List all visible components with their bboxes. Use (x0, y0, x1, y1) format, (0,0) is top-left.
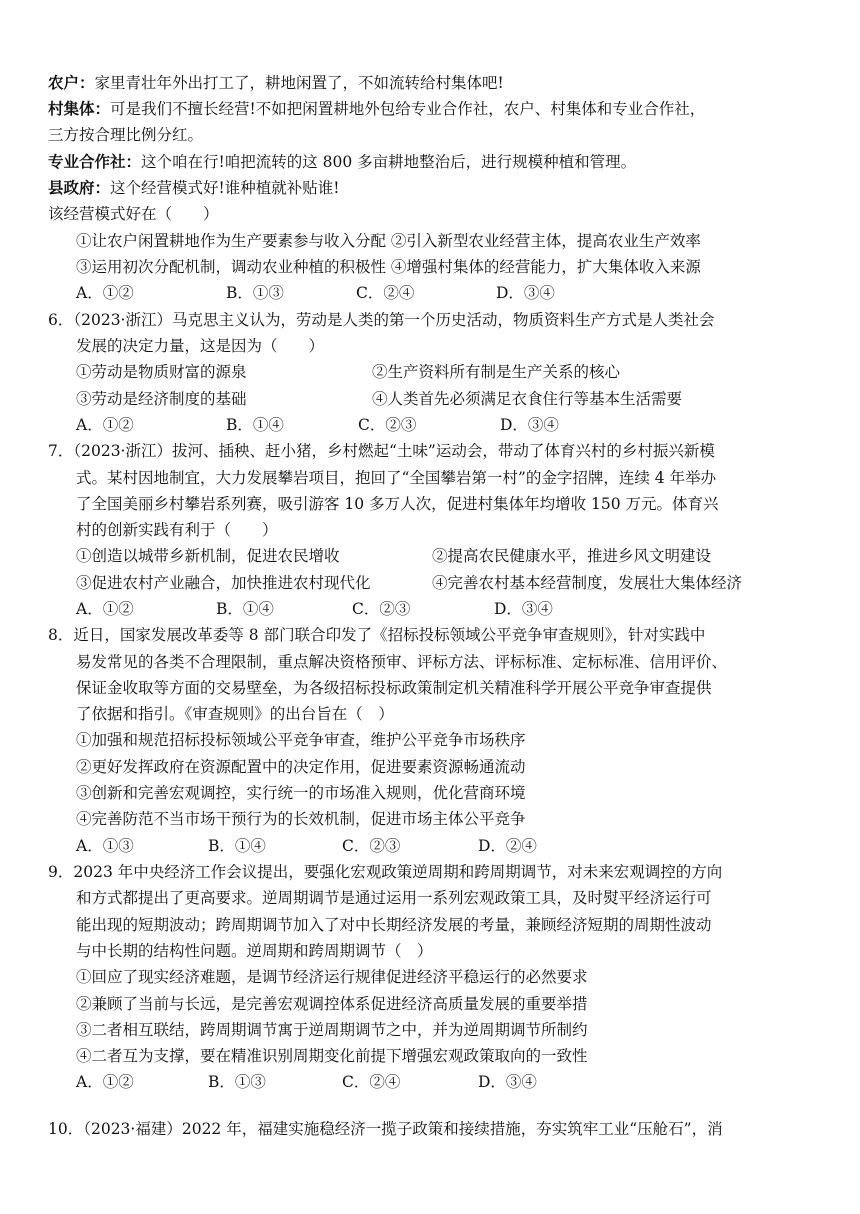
option-c[interactable]: C．②④ (342, 1073, 401, 1091)
question-stem: 式。某村因地制宜，大力发展攀岩项目，抱回了“全国攀岩第一村”的金字招牌，连续 4 年举办 (76, 469, 717, 487)
option-d[interactable]: D．③④ (496, 284, 555, 302)
option-a[interactable]: A．①② (76, 600, 134, 618)
speaker-label: 村集体： (48, 99, 111, 118)
statement-item: ④人类首先必须满足衣食住行等基本生活需要 (372, 390, 683, 408)
option-b[interactable]: B．①④ (216, 600, 274, 618)
answer-options (76, 282, 555, 304)
option-b[interactable]: B．①④ (208, 837, 266, 855)
dialogue-continuation: 三方按合理比例分红。 (48, 126, 204, 144)
question-stem: 村的创新实践有利于（ ） (76, 521, 278, 539)
statement-item: ③创新和完善宏观调控，实行统一的市场准入规则，优化营商环境 (76, 784, 526, 802)
speaker-label: 县政府： (48, 178, 111, 197)
option-c[interactable]: C．②③ (358, 416, 417, 434)
question-stem: 9．2023 年中央经济工作会议提出，要强化宏观政策逆周期和跨周期调节，对未来宏观调控的方向 (48, 863, 723, 881)
statement-item: ①加强和规范招标投标领域公平竞争审查，维护公平竞争市场秩序 (76, 731, 526, 749)
option-b[interactable]: B．①③ (226, 284, 284, 302)
statement-item: ①创造以城带乡新机制，促进农民增收 (76, 547, 340, 565)
question-stem: 易发常见的各类不合理限制，重点解决资格预审、评标方法、评标标准、定标标准、信用评价、 (76, 653, 728, 671)
option-a[interactable]: A．①② (76, 284, 134, 302)
dialogue-line-farmer (48, 72, 504, 94)
speaker-label: 农户： (48, 73, 95, 92)
question-stem: 保证金收取等方面的交易壁垒，为各级招标投标政策制定机关精准科学开展公平竞争审查提供 (76, 679, 712, 697)
statement-item: ④完善防范不当市场干预行为的长效机制，促进市场主体公平竞争 (76, 810, 526, 828)
option-a[interactable]: A．①② (76, 1073, 134, 1091)
statement-item: ①劳动是物质财富的源泉 (76, 363, 247, 381)
question-stem: 7．（2023·浙江）拔河、插秧、赶小猪，乡村燃起“土味”运动会，带动了体育兴村的乡村振兴新模 (48, 442, 715, 460)
statement-item: ③促进农村产业融合，加快推进农村现代化 (76, 574, 371, 592)
answer-options (76, 598, 553, 620)
dialogue-text: 家里青壮年外出打工了，耕地闲置了，不如流转给村集体吧! (94, 74, 504, 92)
speaker-label: 专业合作社： (48, 152, 142, 171)
option-a[interactable]: A．①② (76, 416, 134, 434)
dialogue-text: 这个咱在行!咱把流转的这 800 多亩耕地整治后，进行规模种植和管理。 (141, 153, 637, 171)
question-stem: 发展的决定力量，这是因为（ ） (76, 337, 325, 355)
statement-item: ③劳动是经济制度的基础 (76, 390, 247, 408)
question-stem: 了依据和指引。《审查规则》的出台旨在（ ） (76, 705, 394, 723)
statement-item: ④二者互为支撑，要在精准识别周期变化前提下增强宏观政策取向的一致性 (76, 1047, 588, 1065)
statement-item: ②提高农民健康水平，推进乡风文明建设 (432, 547, 712, 565)
option-c[interactable]: C．②③ (352, 600, 411, 618)
dialogue-line-county (48, 177, 339, 199)
dialogue-line-village (48, 98, 705, 120)
dialogue-text: 这个经营模式好!谁种植就补贴谁! (110, 179, 340, 197)
statement-item: ②兼顾了当前与长远，是完善宏观调控体系促进经济高质量发展的重要举措 (76, 995, 588, 1013)
statement-item: ③二者相互联结，跨周期调节寓于逆周期调节之中，并为逆周期调节所制约 (76, 1021, 588, 1039)
answer-options (76, 414, 559, 436)
question-stem: 能出现的短期波动；跨周期调节加入了对中长期经济发展的考量，兼顾经济短期的周期性波动 (76, 916, 712, 934)
question-stem: 和方式都提出了更高要求。逆周期调节是通过运用一系列宏观政策工具，及时熨平经济运行可 (76, 889, 712, 907)
option-d[interactable]: D．③④ (500, 416, 559, 434)
answer-options (76, 835, 537, 857)
option-c[interactable]: C．②③ (342, 837, 401, 855)
statement-item: ②生产资料所有制是生产关系的核心 (372, 363, 621, 381)
option-d[interactable]: D．③④ (478, 1073, 537, 1091)
option-d[interactable]: D．②④ (478, 837, 537, 855)
dialogue-line-coop (48, 151, 636, 173)
dialogue-text: 可是我们不擅长经营!不如把闲置耕地外包给专业合作社，农户、村集体和专业合作社， (110, 100, 706, 118)
option-b[interactable]: B．①③ (208, 1073, 266, 1091)
statement-item: ②更好发挥政府在资源配置中的决定作用，促进要素资源畅通流动 (76, 758, 526, 776)
option-b[interactable]: B．①④ (226, 416, 284, 434)
question-stem: 与中长期的结构性问题。逆周期和跨周期调节（ ） (76, 942, 433, 960)
statement-item: ④完善农村基本经营制度，发展壮大集体经济 (432, 574, 743, 592)
question-stem: 8．近日，国家发展改革委等 8 部门联合印发了《招标投标领域公平竞争审查规则》，针对实践中 (48, 626, 706, 644)
question-stem: 6．（2023·浙江）马克思主义认为，劳动是人类的第一个历史活动，物质资料生产方式是人类社会 (48, 311, 715, 329)
option-d[interactable]: D．③④ (494, 600, 553, 618)
question-stem: 了全国美丽乡村攀岩系列赛，吸引游客 10 多万人次，促进村集体年均增收 150 万元。体育兴 (76, 495, 719, 513)
answer-options (76, 1071, 537, 1093)
statement-item: ①回应了现实经济难题，是调节经济运行规律促进经济平稳运行的必然要求 (76, 968, 588, 986)
statement-item: ①让农户闲置耕地作为生产要素参与收入分配 ②引入新型农业经营主体，提高农业生产效率 (76, 232, 701, 250)
question-stem: 该经营模式好在（ ） (48, 205, 219, 223)
statement-item: ③运用初次分配机制，调动农业种植的积极性 ④增强村集体的经营能力，扩大集体收入来源 (76, 258, 701, 276)
option-a[interactable]: A．①③ (76, 837, 134, 855)
option-c[interactable]: C．②④ (356, 284, 415, 302)
question-stem: 10．（2023·福建）2022 年，福建实施稳经济一揽子政策和接续措施，夯实筑牢工业“压舱石”，消 (48, 1120, 723, 1138)
